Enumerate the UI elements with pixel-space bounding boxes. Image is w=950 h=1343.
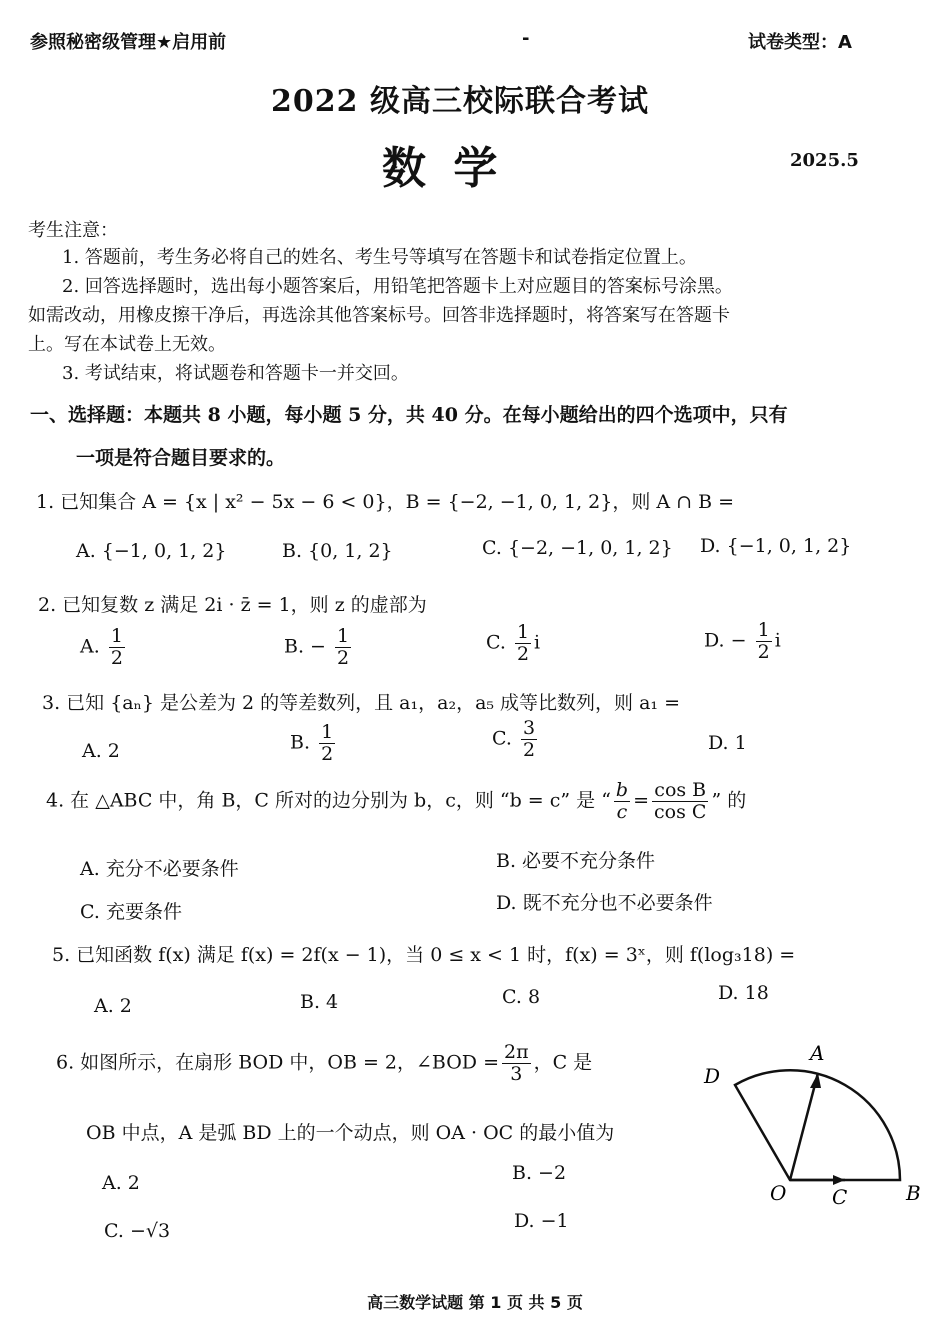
vector-oa: [790, 1073, 818, 1180]
q2-option-c: C. $\frac{1}{2}$ i: [486, 621, 541, 665]
q3-option-c-fraction: $\frac{3}{2}$: [522, 717, 536, 761]
notice-item-3: 3. 考试结束，将试题卷和答题卡一并交回。: [62, 363, 409, 384]
vector-oc-arrowhead: [833, 1175, 845, 1185]
q1-option-c: C. {−2, −1, 0, 1, 2}: [482, 537, 673, 559]
q2-option-d: D. − $\frac{1}{2}$ i: [704, 619, 781, 663]
confidentiality-label: 参照秘密级管理★启用前: [30, 32, 227, 53]
q2-option-a-label: A.: [80, 635, 100, 658]
q2-option-b: [284, 626, 354, 669]
q3-option-b-fraction: $\frac{1}{2}$: [321, 721, 334, 765]
q4-option-b: B. 必要不充分条件: [496, 850, 656, 872]
q3-option-b: B. $\frac{1}{2}$: [290, 721, 334, 765]
q6-option-c: C. −√3: [104, 1220, 171, 1242]
exam-date: 2025.5: [790, 150, 859, 171]
notice-item-2: 2. 回答选择题时，选出每小题答案后，用铅笔把答题卡上对应题目的答案标号涂黑。: [62, 276, 733, 297]
question-6-stem-cont: OB 中点，A 是弧 BD 上的一个动点，则 OA · OC 的最小值为: [86, 1122, 615, 1144]
label-c: C: [832, 1185, 848, 1209]
q5-option-c: C. 8: [502, 986, 541, 1008]
paper-type-label: 试卷类型：A: [748, 32, 852, 53]
q5-option-d: D. 18: [718, 982, 769, 1004]
q6-option-d: D. −1: [514, 1210, 569, 1232]
q2-option-d-fraction: $\frac{1}{2}$: [757, 619, 770, 663]
q6-angle-fraction: $\frac{2\pi}{3}$: [504, 1041, 529, 1085]
q2-option-b-fraction: $\frac{1}{2}$: [337, 625, 350, 669]
q6-option-b: B. −2: [512, 1162, 567, 1184]
q2-option-b-label: B. −: [284, 635, 326, 658]
question-1-stem: 1. 已知集合 A = {x | x² − 5x − 6 < 0}，B = {−2, −1, 0, 1, 2}，则 A ∩ B =: [36, 491, 735, 513]
notice-item-1: 1. 答题前，考生务必将自己的姓名、考生号等填写在答题卡和试卷指定位置上。: [62, 247, 697, 268]
q3-option-d: D. 1: [708, 732, 747, 754]
q2-option-c-label: C.: [486, 631, 506, 654]
q6-option-a: A. 2: [102, 1172, 140, 1194]
q2-option-a: [80, 626, 128, 669]
notice-item-2-cont: 如需改动，用橡皮擦干净后，再选涂其他答案标号。回答非选择题时，将答案写在答题卡: [28, 305, 730, 326]
q2-option-c-fraction: $\frac{1}{2}$: [516, 621, 530, 665]
sector-figure: [690, 1030, 930, 1210]
label-a: A: [810, 1041, 825, 1065]
q1-option-a: A. {−1, 0, 1, 2}: [76, 540, 227, 562]
q4-option-c: C. 充要条件: [80, 901, 182, 923]
q1-option-b: B. {0, 1, 2}: [282, 540, 393, 562]
page-footer: 高三数学试题 第 1 页 共 5 页: [367, 1293, 583, 1312]
section-heading: 一、选择题：本题共 8 小题，每小题 5 分，共 40 分。在每小题给出的四个选项中，只有: [30, 404, 788, 426]
label-b: B: [906, 1181, 921, 1205]
q4-fraction-cos: $\frac{\text{cos B}}{\text{cos C}}$: [654, 779, 707, 823]
label-d: D: [704, 1064, 721, 1088]
q3-option-c: C. $\frac{3}{2}$: [492, 717, 536, 761]
q5-option-b: B. 4: [300, 991, 339, 1013]
question-2-stem: 2. 已知复数 z 满足 2i · z̄ = 1，则 z 的虚部为: [38, 594, 427, 616]
q1-option-d: D. {−1, 0, 1, 2}: [700, 535, 852, 557]
question-3-stem: 3. 已知 {aₙ} 是公差为 2 的等差数列，且 a₁，a₂，a₅ 成等比数列，则 a₁ =: [42, 692, 680, 714]
section-heading-cont: 一项是符合题目要求的。: [76, 447, 286, 469]
subject-title: 数 学: [382, 143, 504, 194]
q4-option-d: D. 既不充分也不必要条件: [496, 892, 713, 914]
q4-fraction-b-over-c: $\frac{b}{c}$: [615, 779, 629, 823]
q2-option-d-label: D. −: [704, 629, 747, 652]
question-5-stem: 5. 已知函数 f(x) 满足 f(x) = 2f(x − 1)，当 0 ≤ x < 1 时，f(x) = 3ˣ，则 f(log₃18) =: [52, 944, 796, 966]
q3-option-a: A. 2: [82, 740, 120, 762]
header-mark: -: [522, 28, 530, 49]
label-o: O: [770, 1181, 787, 1205]
notice-heading: 考生注意：: [28, 220, 118, 241]
q5-option-a: A. 2: [94, 995, 132, 1017]
q2-option-a-fraction: $\frac{1}{2}$: [110, 625, 123, 669]
question-4-stem: 4. 在 △ABC 中，角 B，C 所对的边分别为 b，c，则 “b = c” 是 “ $\frac{b}{c}$ = $\frac{\text{cos B}}{\text{cos C}}$ ” 的: [46, 779, 747, 823]
question-6-stem: 6. 如图所示，在扇形 BOD 中，OB = 2，∠BOD = $\frac{2\pi}{3}$ ，C 是: [56, 1041, 593, 1085]
q4-option-a: A. 充分不必要条件: [80, 858, 239, 880]
exam-title: 2022 级高三校际联合考试: [271, 84, 649, 119]
notice-item-2-end: 上。写在本试卷上无效。: [28, 334, 226, 355]
